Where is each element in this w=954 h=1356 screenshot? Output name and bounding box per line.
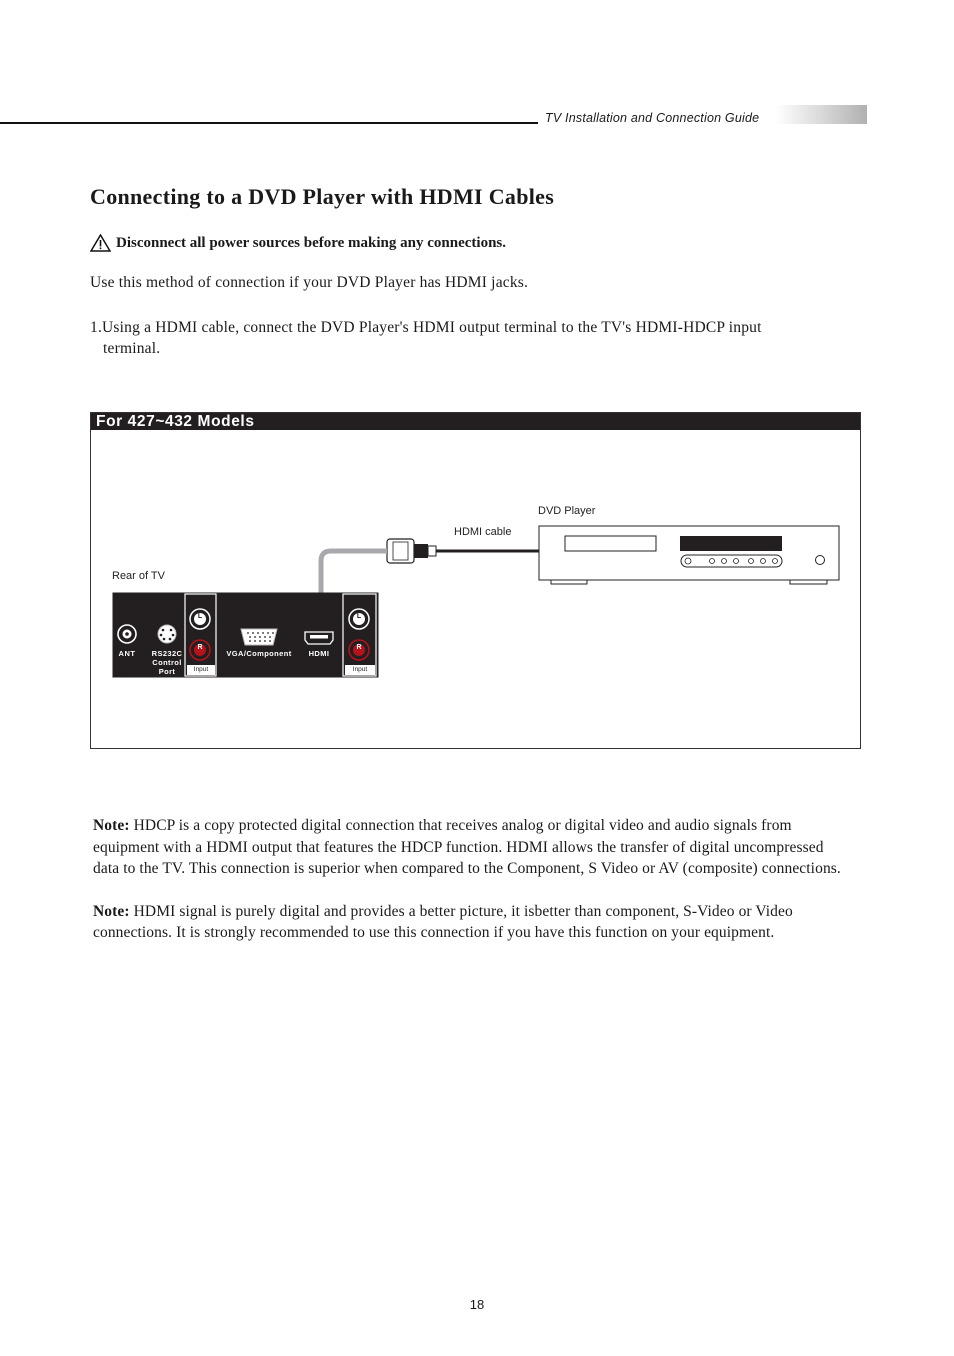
input-label-right: Input: [345, 665, 375, 675]
audio-l-label-right: L: [356, 613, 362, 620]
dvd-display-window: [565, 536, 656, 551]
note-2-label: Note:: [93, 902, 130, 920]
note-2-text: HDMI signal is purely digital and provides a better picture, it isbetter than component, S-Video or Video connections. It is strongly recommended to use this connection if you have this function on your equipment.: [93, 902, 793, 941]
header-gradient-bar: [776, 105, 867, 124]
audio-r-label-right: R: [356, 644, 362, 651]
step-1: [90, 317, 850, 359]
dvd-power-button: [816, 556, 825, 565]
step-1-line-2: terminal.: [103, 340, 161, 357]
hdmi-port-label: HDMI: [308, 649, 330, 658]
audio-r-label-left: R: [197, 644, 203, 651]
rear-of-tv-label: Rear of TV: [112, 570, 165, 582]
warning-line: [90, 234, 506, 252]
rs232-label-line-2: Control: [152, 658, 182, 667]
dvd-foot-right: [790, 580, 827, 584]
hdmi-cable: [387, 539, 539, 563]
intro-text: Use this method of connection if your DVD Player has HDMI jacks.: [90, 274, 529, 291]
connection-diagram: [90, 412, 861, 749]
page-number: 18: [469, 1297, 485, 1312]
input-label-left: Input: [187, 665, 215, 675]
diagram-illustration: [91, 413, 862, 750]
rs232-label-line-1: RS232C: [151, 649, 183, 658]
note-1: [93, 815, 853, 880]
dvd-player: [539, 526, 839, 584]
audio-l-label-left: L: [197, 613, 203, 620]
note-1-label: Note:: [93, 817, 130, 834]
notes-section: [93, 815, 853, 965]
note-2: [93, 901, 853, 944]
warning-triangle-icon: [90, 234, 111, 252]
header-rule: [0, 122, 538, 124]
audio-input-right-group: [343, 594, 376, 676]
vga-port: [241, 629, 277, 645]
header-guide-title: TV Installation and Connection Guide: [545, 111, 760, 125]
ant-label: ANT: [118, 649, 136, 658]
vga-component-label: VGA/Component: [226, 649, 292, 658]
audio-input-left-group: [185, 594, 216, 676]
dvd-disc-tray: [680, 536, 782, 551]
diagram-banner: For 427~432 Models: [91, 413, 860, 430]
dvd-button-strip: [681, 555, 782, 567]
dvd-player-label: DVD Player: [538, 505, 596, 517]
page-title: Connecting to a DVD Player with HDMI Cables: [90, 184, 555, 209]
rs232-label: [145, 649, 189, 676]
warning-text: Disconnect all power sources before making any connections.: [116, 234, 506, 251]
hdmi-cable-label: HDMI cable: [454, 526, 512, 538]
rs232-label-line-3: Port: [158, 667, 176, 676]
step-1-line-1: 1.Using a HDMI cable, connect the DVD Player's HDMI output terminal to the TV's HDMI-HDCP input: [90, 319, 762, 336]
dvd-foot-left: [551, 580, 587, 584]
note-1-text: HDCP is a copy protected digital connection that receives analog or digital video and audio signals from equipment with a HDMI output that features the HDCP function. HDMI allows the transfer of digital uncompressed data to the TV. This connection is superior when compared to the Component, S Video or AV (composite) connections.: [93, 817, 841, 877]
